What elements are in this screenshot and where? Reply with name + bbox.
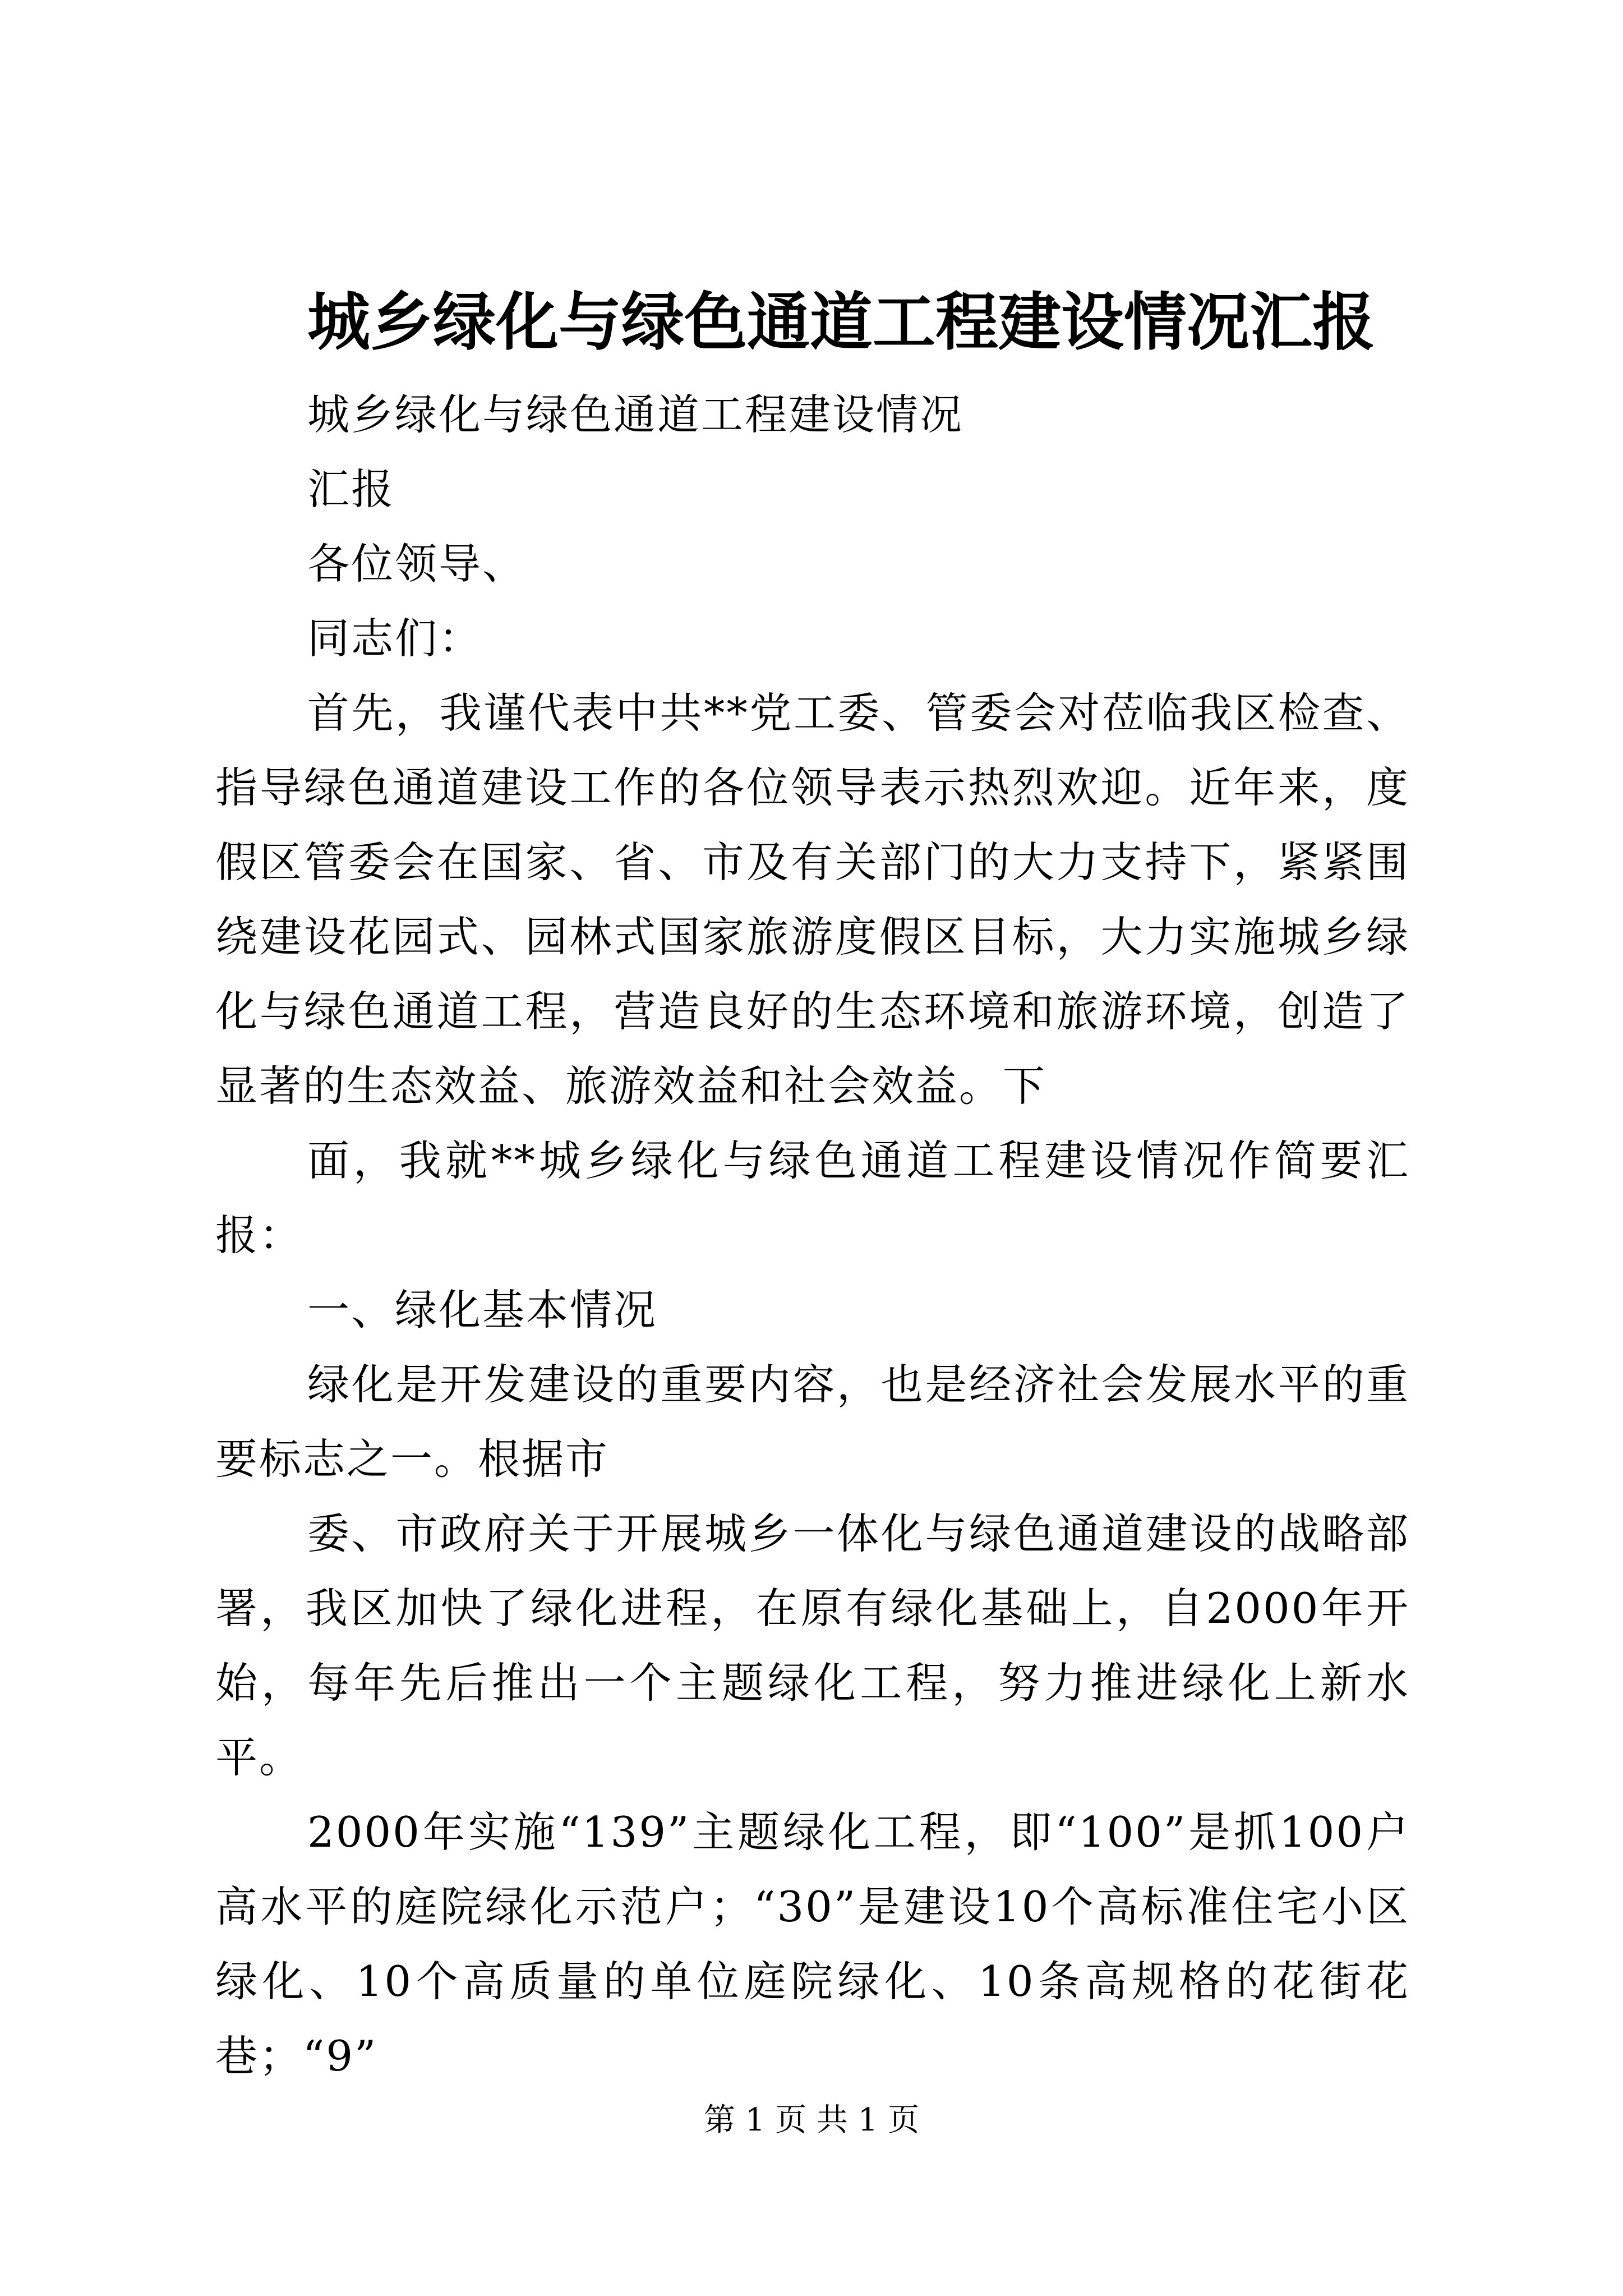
paragraph-greening-cont: 委、市政府关于开展城乡一体化与绿色通道建设的战略部署，我区加快了绿化进程，在原有绿化基础上，自2000年开始，每年先后推出一个主题绿化工程，努力推进绿化上新水平。 bbox=[215, 1509, 1410, 1782]
paragraph-greening: 绿化是开发建设的重要内容，也是经济社会发展水平的重要标志之一。根据市 bbox=[215, 1360, 1410, 1484]
paragraph-salutation-2: 同志们： bbox=[307, 614, 483, 663]
paragraph-intro: 首先，我谨代表中共**党工委、管委会对莅临我区检查、指导绿色通道建设工作的各位领导表示热烈欢迎。近年来，度假区管委会在国家、省、市及有关部门的大力支持下，紧紧围绕建设花园式、园林式国家旅游度假区目标，大力实施城乡绿化与绿色通道工程，营造良好的生态环境和旅游环境，创造了显著的生态效益、旅游效益和社会效益。下 bbox=[215, 688, 1410, 1111]
paragraph-subtitle-cont: 汇报 bbox=[307, 464, 395, 514]
paragraph-salutation-1: 各位领导、 bbox=[307, 539, 527, 588]
page-footer: 第 1 页 共 1 页 bbox=[703, 2102, 920, 2138]
document-body bbox=[215, 378, 1410, 2093]
paragraph-subtitle: 城乡绿化与绿色通道工程建设情况 bbox=[307, 390, 964, 439]
paragraph-2000-project: 2000年实施“139”主题绿化工程，即“100”是抓100户高水平的庭院绿化示范户；“30”是建设10个高标准住宅小区绿化、10个高质量的单位庭院绿化、10条高规格的花街花巷；“9” bbox=[215, 1807, 1410, 2081]
paragraph-intro-cont: 面，我就**城乡绿化与绿色通道工程建设情况作简要汇报： bbox=[215, 1136, 1410, 1260]
section-heading-1: 一、绿化基本情况 bbox=[307, 1285, 658, 1335]
document-title: 城乡绿化与绿色通道工程建设情况汇报 bbox=[307, 286, 1375, 359]
